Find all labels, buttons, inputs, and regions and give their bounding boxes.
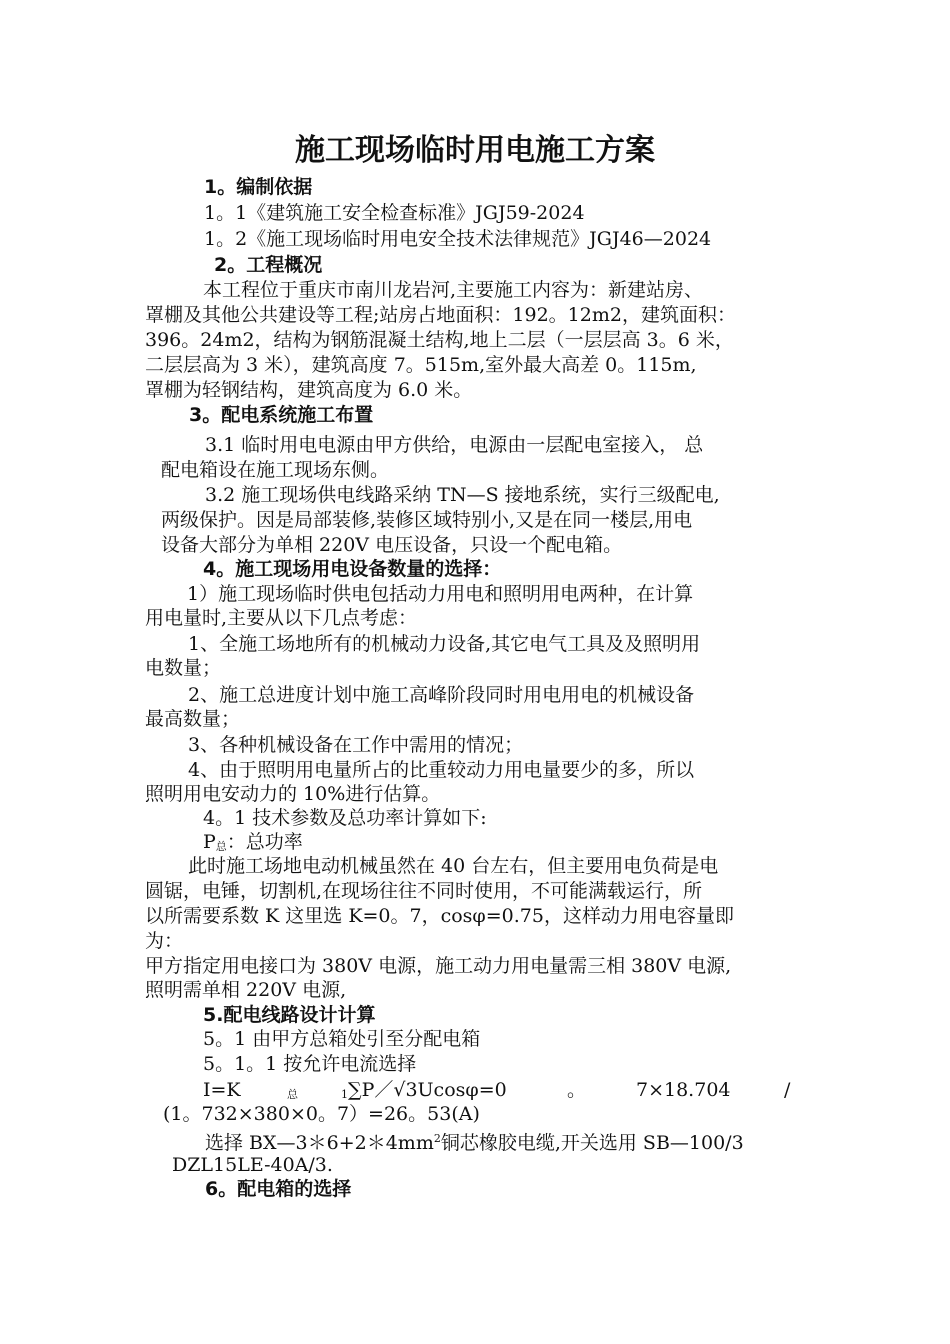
section-4-line-8: 4、由于照明用电量所占的比重较动力用电量要少的多，所以 bbox=[188, 759, 695, 781]
formula-dot: 。 bbox=[567, 1079, 587, 1101]
section-2-line-1: 本工程位于重庆市南川龙岩河,主要施工内容为：新建站房、 bbox=[203, 279, 704, 301]
section-4-line-17: 照明需单相 220V 电源, bbox=[145, 979, 347, 1001]
formula-sub-one: 1 bbox=[341, 1088, 348, 1101]
section-1-line-1: 1。1《建筑施工安全检查标准》JGJ59-2024 bbox=[204, 202, 585, 224]
section-4-line-1: 1）施工现场临时供电包括动力用电和照明用电两种，在计算 bbox=[187, 583, 694, 605]
section-4-line-6: 最高数量； bbox=[145, 708, 241, 730]
section-4-line-15: 为： bbox=[145, 930, 184, 952]
section-4-heading: 4。施工现场用电设备数量的选择： bbox=[203, 558, 502, 580]
section-4-line-14: 以所需要系数 K 这里选 K=0。7，cosφ=0.75，这样动力用电容量即 bbox=[145, 905, 734, 927]
section-2-line-3: 396。24m2，结构为钢筋混凝土结构,地上二层（一层层高 3。6 米， bbox=[145, 329, 734, 351]
section-1-heading: 1。编制依据 bbox=[204, 176, 313, 198]
section-3-line-4: 两级保护。因是局部装修,装修区域特别小,又是在同一楼层,用电 bbox=[161, 509, 693, 531]
section-4-line-2: 用电量时,主要从以下几点考虑： bbox=[145, 607, 418, 629]
section-3-heading: 3。配电系统施工布置 bbox=[189, 404, 374, 426]
section-4-line-5: 2、施工总进度计划中施工高峰阶段同时用电用电的机械设备 bbox=[188, 684, 695, 706]
section-1-line-2: 1。2《施工现场临时用电安全技术法律规范》JGJ46—2024 bbox=[204, 228, 712, 250]
section-4-line-3: 1、全施工场地所有的机械动力设备,其它电气工具及及照明用 bbox=[188, 633, 701, 655]
section-2-heading: 2。工程概况 bbox=[214, 254, 323, 276]
section-5-heading: 5.配电线路设计计算 bbox=[203, 1004, 376, 1026]
formula-divide: / bbox=[784, 1079, 791, 1101]
formula-result: (1。732×380×0。7）=26。53(A) bbox=[163, 1103, 480, 1125]
cable-spec-rest: 铜芯橡胶电缆,开关选用 SB—100/3 bbox=[440, 1132, 744, 1154]
cable-spec: 选择 BX—3＊6+2＊4mm bbox=[205, 1132, 434, 1154]
section-5-line-cable bbox=[205, 1127, 744, 1155]
section-4-line-7: 3、各种机械设备在工作中需用的情况； bbox=[188, 734, 524, 756]
section-4-line-10: 4。1 技术参数及总功率计算如下: bbox=[203, 807, 487, 829]
section-3-line-5: 设备大部分为单相 220V 电压设备，只设一个配电箱。 bbox=[161, 534, 623, 556]
section-5-line-1: 5。1 由甲方总箱处引至分配电箱 bbox=[203, 1028, 481, 1050]
cable-spec-superscript: 2 bbox=[433, 1132, 441, 1145]
formula-current-k: I=K bbox=[203, 1079, 241, 1101]
section-5-line-switch: DZL15LE-40A/3. bbox=[172, 1154, 333, 1176]
section-3-line-2: 配电箱设在施工现场东侧。 bbox=[161, 459, 390, 481]
document-title: 施工现场临时用电施工方案 bbox=[295, 133, 655, 168]
section-5-line-2: 5。1。1 按允许电流选择 bbox=[203, 1053, 417, 1075]
section-3-line-3: 3.2 施工现场供电线路采纳 TN—S 接地系统，实行三级配电, bbox=[205, 484, 720, 506]
power-symbol: P bbox=[203, 831, 216, 853]
section-4-line-9: 照明用电安动力的 10%进行估算。 bbox=[145, 783, 441, 805]
section-4-line-16: 甲方指定用电接口为 380V 电源，施工动力用电量需三相 380V 电源, bbox=[145, 955, 732, 977]
section-6-heading: 6。配电箱的选择 bbox=[205, 1178, 352, 1200]
section-2-line-2: 罩棚及其他公共建设等工程;站房占地面积：192。12m2，建筑面积： bbox=[145, 304, 736, 326]
formula-expression: ∑P／√3Ucosφ=0 bbox=[348, 1079, 507, 1101]
formula-multiply: 7×18.704 bbox=[636, 1079, 731, 1101]
section-3-line-1: 3.1 临时用电电源由甲方供给，电源由一层配电室接入， 总 bbox=[205, 434, 704, 456]
section-4-line-4: 电数量； bbox=[145, 657, 222, 679]
power-label: ：总功率 bbox=[226, 831, 303, 853]
formula-sub-total: 总 bbox=[287, 1088, 298, 1101]
section-4-line-12: 此时施工场地电动机械虽然在 40 台左右，但主要用电负荷是电 bbox=[188, 855, 719, 877]
section-4-line-13: 圆锯，电锤，切割机,在现场往往不同时使用，不可能满载运行，所 bbox=[145, 880, 703, 902]
section-2-line-5: 罩棚为轻钢结构，建筑高度为 6.0 米。 bbox=[145, 379, 473, 401]
section-2-line-4: 二层层高为 3 米），建筑高度 7。515m,室外最大高差 0。115m, bbox=[145, 354, 697, 376]
power-subscript: 总 bbox=[215, 840, 227, 853]
